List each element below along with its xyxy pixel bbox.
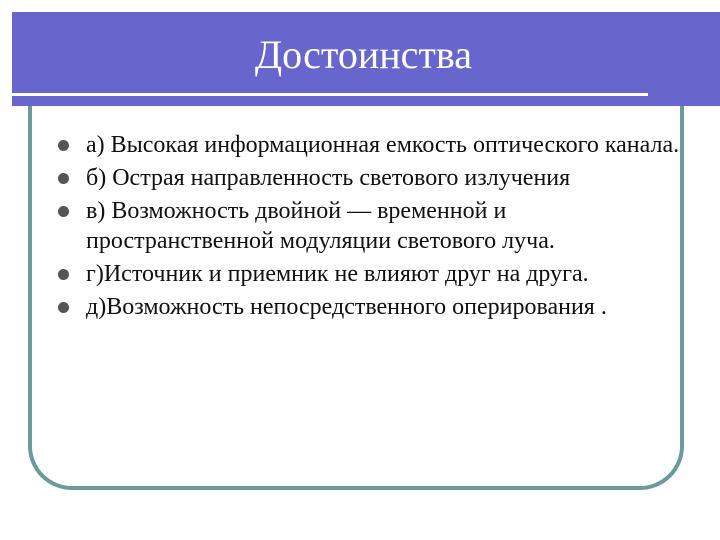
bullet-dot-icon	[58, 206, 69, 217]
bullet-dot-icon	[58, 140, 69, 151]
title-underline	[12, 93, 648, 96]
bullet-text: б) Острая направленность светового излучения	[86, 165, 571, 191]
bullet-dot-icon	[58, 302, 69, 313]
bullet-list	[56, 130, 686, 325]
bullet-text: в) Возможность двойной — временной и пространственной модуляции светового луча.	[86, 198, 555, 254]
bullet-item	[56, 163, 686, 193]
bullet-item	[56, 259, 686, 289]
bullet-item	[56, 130, 686, 160]
bullet-dot-icon	[58, 173, 69, 184]
bullet-text: д)Возможность непосредственного оперирования .	[86, 294, 607, 320]
bullet-text: а) Высокая информационная емкость оптического канала.	[86, 132, 680, 158]
slide-title: Достоинства	[254, 32, 472, 77]
title-bar	[12, 12, 720, 106]
bullet-item	[56, 292, 686, 322]
bullet-dot-icon	[58, 269, 69, 280]
bullet-item	[56, 196, 686, 256]
bullet-text: г)Источник и приемник не влияют друг на друга.	[86, 261, 589, 287]
